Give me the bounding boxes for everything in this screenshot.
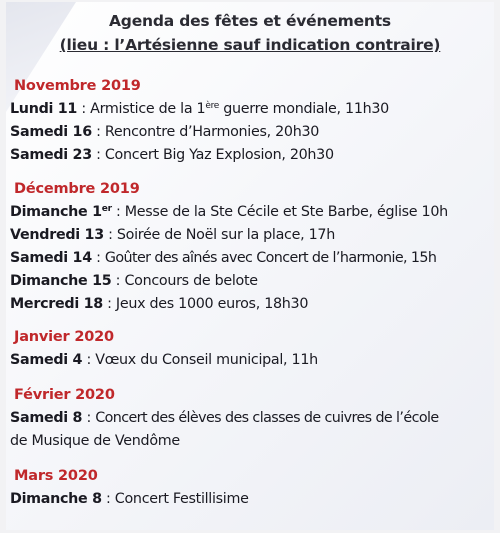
month-heading: Novembre 2019: [14, 78, 141, 94]
event-separator: :: [111, 273, 125, 289]
month-heading: Mars 2020: [14, 468, 98, 484]
event-day: Vendredi 13: [10, 227, 104, 243]
event-separator: :: [101, 491, 115, 507]
event-day: Mercredi 18: [10, 296, 103, 312]
event-text: Concert Big Yaz Explosion, 20h30: [104, 147, 334, 163]
month-heading: Décembre 2019: [14, 181, 140, 197]
event-text: Concours de belote: [124, 273, 258, 289]
event-line: [10, 352, 498, 368]
event-line: [10, 204, 498, 220]
event-line: [10, 101, 498, 117]
agenda-title: Agenda des fêtes et événements: [109, 12, 391, 30]
event-line-continued: [10, 433, 498, 449]
event-line: [10, 250, 498, 266]
event-line: [10, 296, 498, 312]
event-line: [10, 491, 498, 507]
event-separator: :: [82, 410, 96, 426]
event-line: [10, 147, 498, 163]
event-day: Dimanche 1er: [10, 204, 112, 220]
event-text: Vœux du Conseil municipal, 11h: [95, 352, 318, 368]
event-separator: :: [102, 296, 116, 312]
event-line: [10, 124, 498, 140]
event-separator: :: [111, 204, 125, 220]
event-text: Soirée de Noël sur la place, 17h: [116, 227, 335, 243]
event-separator: :: [82, 352, 96, 368]
event-day: Dimanche 8: [10, 491, 102, 507]
event-text: Goûter des aînés avec Concert de l’harmonie, 15h: [104, 250, 437, 266]
event-text: Concert des élèves des classes de cuivres de l’école: [95, 410, 439, 426]
event-ordinal: ère: [205, 101, 220, 111]
event-separator: :: [91, 124, 105, 140]
event-day: Dimanche 15: [10, 273, 112, 289]
event-text: Armistice de la 1: [90, 101, 206, 117]
month-heading: Janvier 2020: [14, 329, 114, 345]
event-separator: :: [77, 101, 91, 117]
event-day: Samedi 16: [10, 124, 92, 140]
event-text: Messe de la Ste Cécile et Ste Barbe, église 10h: [124, 204, 448, 220]
event-text-continued: guerre mondiale, 11h30: [219, 101, 389, 117]
event-line: [10, 227, 498, 243]
month-heading: Février 2020: [14, 387, 115, 403]
event-day: Samedi 8: [10, 410, 83, 426]
event-text: Concert Festillisime: [114, 491, 249, 507]
event-day-ordinal: er: [101, 204, 112, 214]
event-line: [10, 273, 498, 289]
event-text: de Musique de Vendôme: [10, 433, 180, 449]
event-separator: :: [91, 250, 105, 266]
event-text: Jeux des 1000 euros, 18h30: [115, 296, 309, 312]
event-separator: :: [91, 147, 105, 163]
event-day: Lundi 11: [10, 101, 78, 117]
event-text: Rencontre d’Harmonies, 20h30: [104, 124, 320, 140]
event-separator: :: [103, 227, 117, 243]
event-line: [10, 410, 498, 426]
event-day: Samedi 23: [10, 147, 92, 163]
agenda-subtitle: (lieu : l’Artésienne sauf indication contraire): [59, 36, 441, 54]
event-day: Samedi 14: [10, 250, 92, 266]
event-day: Samedi 4: [10, 352, 83, 368]
